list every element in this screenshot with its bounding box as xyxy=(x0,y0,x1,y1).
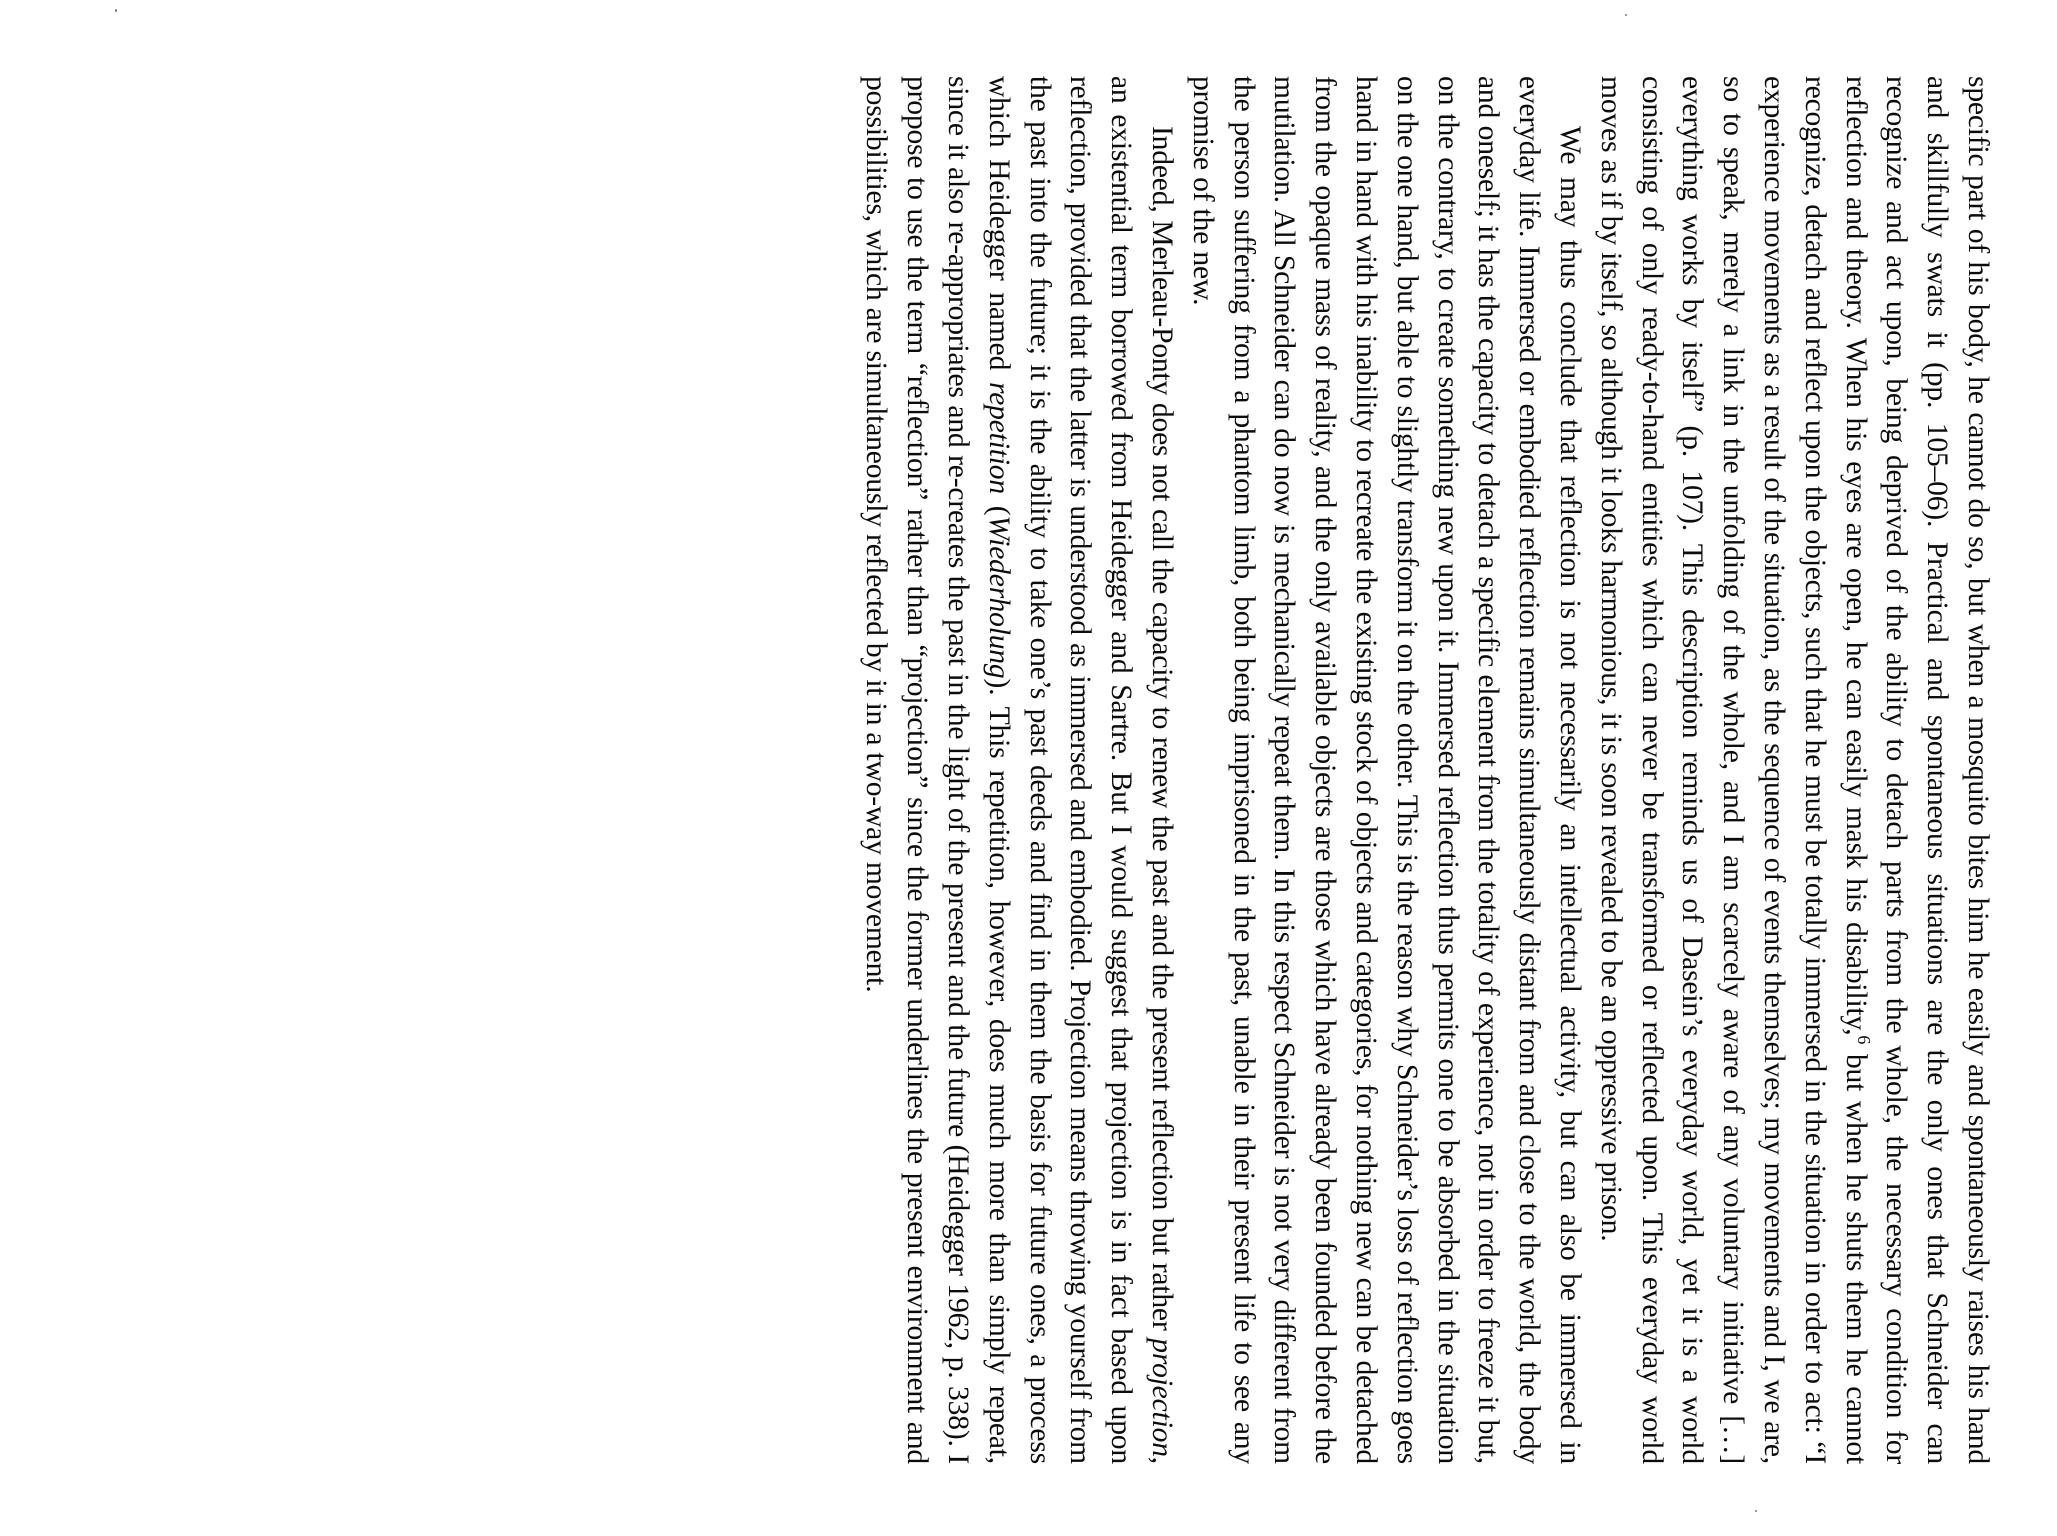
paragraph-projection xyxy=(856,76,1182,1464)
scan-speck xyxy=(115,9,117,12)
italic-term: projection xyxy=(1146,1338,1179,1457)
paragraph-reflection-schneider xyxy=(1590,76,1998,1464)
text-run: , an existential term borrowed from Heidegger and Sartre. But I would suggest that projection is in fact based upon reflection, provided that the latter is understood as immersed and embodied. Projection means throwing yourself from the past into the future; it is the ability to take one’s past deeds and find in them the basis for future ones, a process which Heidegger named xyxy=(982,76,1179,1464)
footnote-marker: 6 xyxy=(1853,1035,1874,1045)
italic-term: repetition xyxy=(982,382,1015,494)
paragraph-immersed-reflection xyxy=(1182,76,1590,1464)
text-run: Indeed, Merleau-Ponty does not call the capacity to renew the past and the present reflection but rather xyxy=(1146,126,1179,1339)
body-text xyxy=(856,76,1998,1464)
scan-speck xyxy=(1625,14,1627,16)
text-run: specific part of his body, he cannot do so, but when a mosquito bites him he easily and spontaneously raises his hand and skillfully swats it (pp. 105–06). Practical and spontaneous situations are the only ones that Schneider can recognize and act upon, being deprived of the ability to detach parts from the whole, the necessary condition for reflection and theory. When his eyes are open, he can easily mask his disability, xyxy=(1839,76,1994,1464)
text-run: ( xyxy=(982,493,1015,516)
text-run: ). This repetition, however, does much more than simply repeat, since it also re-appropriates and re-creates the past in the light of the present and the future (Heidegger 1962, p. 338). I propose to use the term “reflection” rather than “projection” since the former underlines the present environment and possibilities, which are simultaneously reflected by it in a two-way movement. xyxy=(860,76,1015,1464)
scan-speck xyxy=(1755,1510,1757,1512)
text-run: but when he shuts them he cannot recognize, detach and reflect upon the objects, such that he must be totally immersed in the situation in order to act: “I experience movements as a result of the situation, as the sequence of events themselves; my movements and I, we are, so to speak, merely a link in the unfolding of the whole, and I am scarcely aware of any voluntary initiative […] everything works by itself” (p. 107). This description reminds us of Dasein’s everyday world, yet it is a world consisting of only ready-to-hand entities which can never be transformed or reflected upon. This everyday world moves as if by itself, so although it looks harmonious, it is soon revealed to be an oppressive prison. xyxy=(1594,76,1872,1464)
text-run: We may thus conclude that reflection is not necessarily an intellectual activity, but can also be immersed in everyday life. Immersed or embodied reflection remains simultaneously distant from and close to the world, the body and oneself; it has the capacity to detach a specific element from the totality of experience, not in order to freeze it but, on the contrary, to create something new upon it. Immersed reflection thus permits one to be absorbed in the situation on the one hand, but able to slightly transform it on the other. This is the reason why Schneider’s loss of reflection goes hand in hand with his inability to recreate the existing stock of objects and categories, for nothing new can be detached from the opaque mass of reality, and the only available objects are those which have already been founded before the mutilation. All Schneider can do now is mechanically repeat them. In this respect Schneider is not very different from the person suffering from a phantom limb, both being imprisoned in the past, unable in their present life to see any promise of the new. xyxy=(1186,76,1587,1464)
italic-term: Wiederholung xyxy=(982,515,1015,679)
